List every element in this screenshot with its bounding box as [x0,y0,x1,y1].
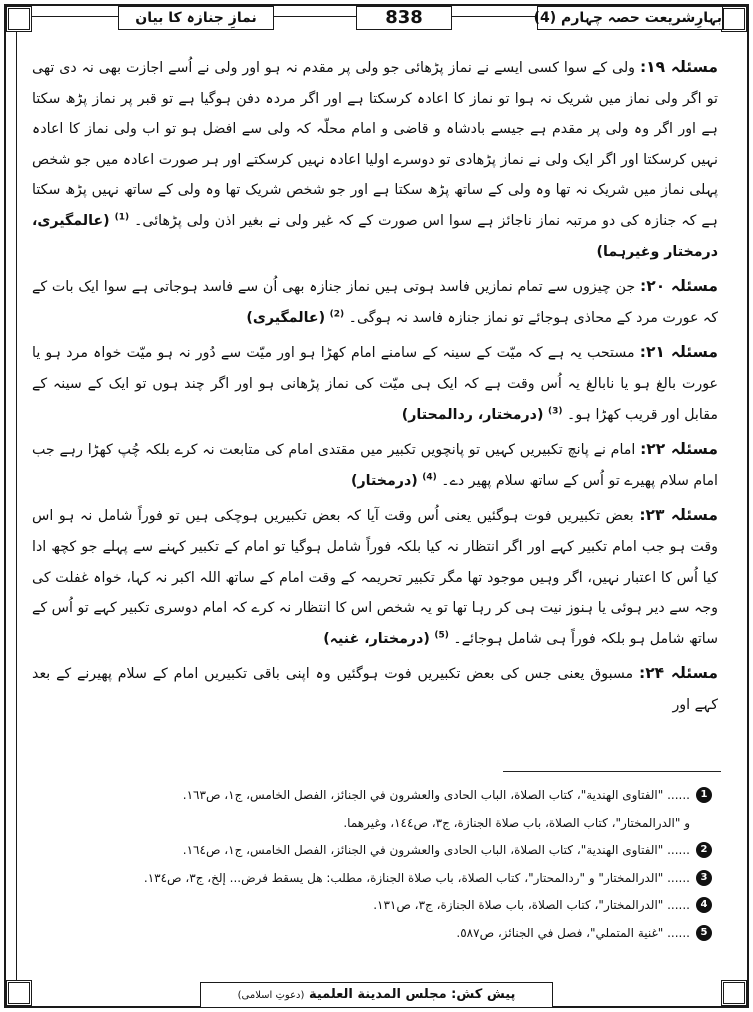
source-citation: (عالمگیری، درمختار وغیرہما) [32,212,718,260]
source-citation: (درمختار، ردالمحتار) [401,406,544,423]
footnote-5 [40,922,712,945]
corner-ornament [721,980,747,1006]
masala-22 [32,434,718,496]
footnote-1-continued [40,812,712,835]
chapter-title: نمازِ جنازہ کا بیان [118,6,274,30]
masala-text: امام نے پانچ تکبیریں کہیں تو پانچویں تکبیر میں مقتدی امام کی متابعت نہ کرے بلکہ چُپ کھڑا رہے جب امام سلام پھیرے تو اُس کے ساتھ سلام پھیر دے۔ [32,442,718,489]
main-text [32,52,718,720]
masala-text: مسبوق یعنی جس کی بعض تکبیریں فوت ہوگئیں وہ اپنی باقی تکبیریں امام کے سلام پھیرنے کے بعد کہے اور [32,666,718,713]
footnote-number-badge: 3 [696,870,712,886]
footnote-1 [40,784,712,807]
footer-sub: (دعوتِ اسلامی) [237,990,305,1001]
masala-label: مسئلہ ۲۰: [640,277,718,296]
masala-label: مسئلہ ۲۴: [639,664,718,683]
footer-label: پیش کش: [451,987,516,1002]
masala-text: جن چیزوں سے تمام نمازیں فاسد ہوتی ہیں نماز جنازہ بھی اُن سے فاسد ہوجاتی ہے سوا ایک بات کے کہ عورت مرد کے محاذی ہوجائے تو نماز جنازہ فاسد نہ ہوگی۔ [32,279,718,326]
source-citation: (درمختار، غنیہ) [323,630,430,647]
masala-20 [32,271,718,333]
masala-label: مسئلہ ۱۹: [639,58,718,76]
masala-24 [32,658,718,720]
footnote-ref: (4) [422,471,437,482]
footnote-text: ...... "الفتاوى الهندية"، كتاب الصلاة، الباب الحادى والعشرون في الجنائز، الفصل الخامس، ج١، ص١٦٤. [182,843,690,857]
masala-23 [32,500,718,654]
footnote-text: ...... "الدرالمختار"، كتاب الصلاة، باب صلاة الجنازة، ج٣، ص١٣١. [373,898,690,912]
masala-label: مسئلہ ۲۳: [639,506,718,525]
footnote-number-badge: 5 [696,925,712,941]
masala-19 [32,52,718,267]
page-header [30,6,723,32]
footnote-ref: (3) [547,405,563,416]
book-title: بہارِشریعت حصہ چہارم (4) [537,6,723,30]
footnote-3 [40,867,712,890]
masala-text: مستحب یہ ہے کہ میّت کے سینہ کے سامنے امام کھڑا ہو اور میّت سے دُور نہ ہو میّت خواہ مرد ہو یا عورت بالغ ہو یا نابالغ یہ اُس وقت ہے کہ ایک ہی میّت کی نماز پڑھانی ہو اور اگر چند ہوں تو ایک کے سینہ کے مقابل اور قریب کھڑا ہو۔ [32,345,718,423]
footnote-separator [503,771,721,772]
footnote-text: و "الدرالمختار"، كتاب الصلاة، باب صلاة الجنازة، ج٣، ص١٤٤، وغيرهما. [343,815,690,830]
corner-ornament [721,6,747,32]
page-footer [200,982,553,1008]
masala-text: بعض تکبیریں فوت ہوگئیں یعنی اُس وقت آیا کہ بعض تکبیریں ہوچکی ہیں تو فوراً شامل نہ ہو اس وقت ہو جب امام تکبیر کہے اور اگر انتظار نہ کیا بلکہ فوراً شامل ہوگیا تو امام کے تکبیر کہنے سے پہلے جو کچھ ادا کیا اُس کا اعتبار نہیں، اگر وہیں موجود تھا مگر تکبیر تحریمہ کے وقت امام کے ساتھ اللہ اکبر نہ کہا، خواہ غفلت کی وجہ سے دیر ہوئی یا ہنوز نیت ہی کر رہا تھا تو یہ شخص اس کا انتظار نہ کرے کہ امام دوسری تکبیر کہے تو اُس کے ساتھ شامل ہو بلکہ فوراً ہی شامل ہوجائے۔ [32,508,718,647]
masala-text: ولی کے سوا کسی ایسے نے نماز پڑھائی جو ولی پر مقدم نہ ہو اور ولی نے اُسے اجازت بھی نہ دی تھی تو اگر ولی نماز میں شریک نہ ہوا تو نماز کا اعادہ کرسکتا ہے اور اگر مردہ دفن ہوگیا ہے تو قبر پر نماز پڑھ سکتا ہے اور اگر وہ ولی پر مقدم ہے جیسے بادشاہ و قاضی و امام محلّہ کہ ولی سے افضل ہو تو اب ولی نماز کا اعادہ نہیں کرسکتا اور اگر ایک ولی نے نماز پڑھادی تو دوسرے اولیا اعادہ نہیں کرسکتے اور ہر صورت اعادہ میں جو شخص پہلی نماز میں شریک نہ تھا وہ ولی کے ساتھ پڑھ سکتا ہے اور جو شخص شریک تھا وہ ولی کے ساتھ نہیں پڑھ سکتا ہے کہ جنازہ کی دو مرتبہ نماز ناجائز ہے سوا اس صورت کے کہ غیر ولی نے بغیر اذن ولی پڑھائی۔ [32,60,718,229]
footnote-text: ...... "الفتاوى الهندية"، كتاب الصلاة، الباب الحادى والعشرون في الجنائز، الفصل الخامس، ج١، ص١٦٣. [182,788,690,802]
footnotes [40,784,712,949]
corner-ornament [6,6,32,32]
corner-ornament [6,980,32,1006]
source-citation: (درمختار) [351,472,418,489]
footer-org: مجلس المدينة العلمية [308,987,447,1002]
footnote-ref: (5) [434,629,449,640]
footnote-number-badge: 2 [696,842,712,858]
footnote-text: ...... "غنية المتملي"، فصل في الجنائز، ص٥٨٧. [456,925,690,940]
footnote-number-badge: 4 [696,897,712,913]
masala-label: مسئلہ ۲۱: [639,343,718,362]
footnote-number-badge: 1 [696,787,712,803]
masala-label: مسئلہ ۲۲: [640,440,718,459]
footnote-ref: (2) [329,309,345,320]
page-number: 838 [356,6,452,30]
footnote-text: ...... "الدرالمختار" و "ردالمحتار"، كتاب الصلاة، باب صلاة الجنازة، مطلب: هل يسقط فرض... إلخ، ج٣، ص١٣٤. [143,870,690,885]
footnote-4 [40,894,712,917]
source-citation: (عالمگیری) [246,309,326,326]
footnote-ref: (1) [114,212,130,223]
footnote-2 [40,839,712,862]
masala-21 [32,337,718,430]
